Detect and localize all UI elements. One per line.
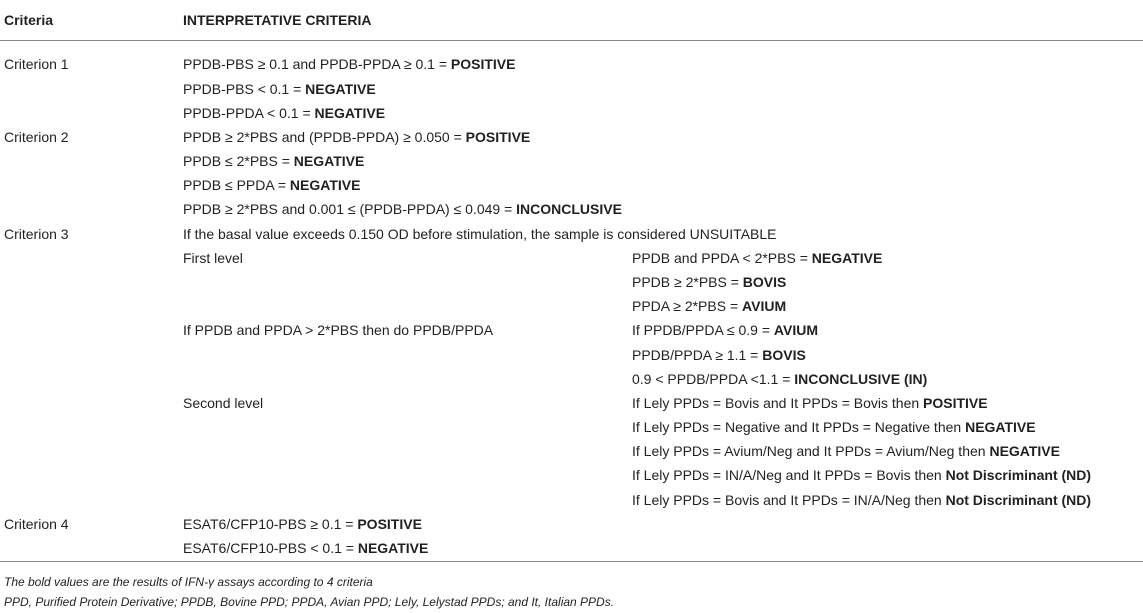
criterion-2-line: PPDB ≤ 2*PBS = NEGATIVE [183, 153, 365, 169]
result-value: NEGATIVE [293, 153, 365, 169]
result-value: NEGATIVE [289, 177, 361, 193]
criterion-1-line: PPDB-PBS ≥ 0.1 and PPDB-PPDA ≥ 0.1 = POSITIVE [183, 56, 516, 72]
second-level-line: If Lely PPDs = Negative and It PPDs = Negative then NEGATIVE [632, 419, 1036, 435]
result-value: NEGATIVE [965, 419, 1036, 435]
criterion-4-line: ESAT6/CFP10-PBS < 0.1 = NEGATIVE [183, 540, 429, 556]
result-value: INCONCLUSIVE [516, 201, 622, 217]
result-value: BOVIS [742, 274, 787, 290]
result-value: Not Discriminant (ND) [945, 467, 1092, 483]
ratio-line: If PPDB/PPDA ≤ 0.9 = AVIUM [632, 322, 818, 338]
criterion-2-line: PPDB ≥ 2*PBS and (PPDB-PPDA) ≥ 0.050 = POSITIVE [183, 129, 531, 145]
criterion-3-intro: If the basal value exceeds 0.150 OD before stimulation, the sample is considered UNSUITABLE [183, 226, 777, 242]
result-value: NEGATIVE [989, 443, 1060, 459]
criterion-1-line: PPDB-PPDA < 0.1 = NEGATIVE [183, 105, 386, 121]
result-value: NEGATIVE [357, 540, 429, 556]
criterion-1-line: PPDB-PBS < 0.1 = NEGATIVE [183, 81, 376, 97]
criterion-2-line: PPDB ≥ 2*PBS and 0.001 ≤ (PPDB-PPDA) ≤ 0.049 = INCONCLUSIVE [183, 201, 622, 217]
first-level-label: First level [183, 250, 243, 266]
criterion-1-name: Criterion 1 [4, 56, 69, 72]
result-value: INCONCLUSIVE (IN) [794, 371, 928, 387]
result-value: POSITIVE [450, 56, 516, 72]
result-value: BOVIS [762, 347, 806, 363]
result-value: POSITIVE [357, 516, 422, 532]
criterion-3-name: Criterion 3 [4, 226, 69, 242]
result-value: POSITIVE [923, 395, 988, 411]
first-level-line: PPDA ≥ 2*PBS = AVIUM [632, 298, 787, 314]
table-bottom-divider [0, 561, 1143, 562]
footnote-abbreviations: PPD, Purified Protein Derivative; PPDB, Bovine PPD; PPDA, Avian PPD; Lely, Lelystad PPDs; and It, Italian PPDs. [4, 595, 615, 609]
second-level-line: If Lely PPDs = Bovis and It PPDs = Bovis then POSITIVE [632, 395, 988, 411]
criterion-4-name: Criterion 4 [4, 516, 69, 532]
result-value: AVIUM [773, 322, 818, 338]
second-level-line: If Lely PPDs = Bovis and It PPDs = IN/A/Neg then Not Discriminant (ND) [632, 492, 1092, 508]
header-interpretative-criteria: INTERPRETATIVE CRITERIA [183, 12, 372, 28]
criterion-2-line: PPDB ≤ PPDA = NEGATIVE [183, 177, 361, 193]
ratio-label: If PPDB and PPDA > 2*PBS then do PPDB/PPDA [183, 322, 494, 338]
criterion-4-line: ESAT6/CFP10-PBS ≥ 0.1 = POSITIVE [183, 516, 422, 532]
header-divider [0, 40, 1143, 41]
result-value: NEGATIVE [811, 250, 883, 266]
header-criteria: Criteria [4, 12, 54, 28]
result-value: AVIUM [742, 298, 787, 314]
first-level-line: PPDB and PPDA < 2*PBS = NEGATIVE [632, 250, 883, 266]
result-value: NEGATIVE [314, 105, 386, 121]
second-level-line: If Lely PPDs = Avium/Neg and It PPDs = Avium/Neg then NEGATIVE [632, 443, 1060, 459]
ratio-line: PPDB/PPDA ≥ 1.1 = BOVIS [632, 347, 806, 363]
second-level-line: If Lely PPDs = IN/A/Neg and It PPDs = Bovis then Not Discriminant (ND) [632, 467, 1092, 483]
second-level-label: Second level [183, 395, 264, 411]
result-value: POSITIVE [465, 129, 531, 145]
criterion-2-name: Criterion 2 [4, 129, 69, 145]
footnote-bold-values: The bold values are the results of IFN-γ assays according to 4 criteria [4, 575, 373, 589]
ratio-line: 0.9 < PPDB/PPDA <1.1 = INCONCLUSIVE (IN) [632, 371, 928, 387]
result-value: Not Discriminant (ND) [945, 492, 1092, 508]
result-value: NEGATIVE [305, 81, 376, 97]
first-level-line: PPDB ≥ 2*PBS = BOVIS [632, 274, 787, 290]
